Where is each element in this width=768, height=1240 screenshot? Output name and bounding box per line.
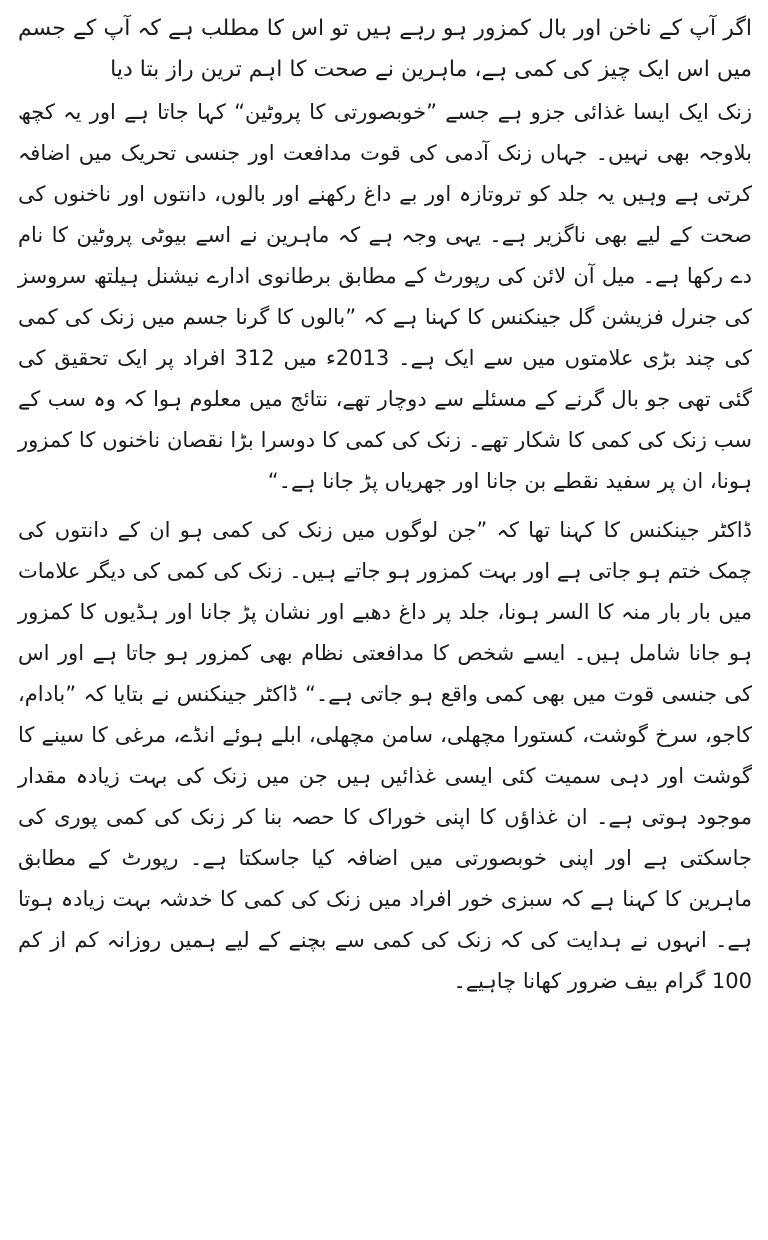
article-headline: اگر آپ کے ناخن اور بال کمزور ہو رہے ہیں تو اس کا مطلب ہے کہ آپ کے جسم میں اس ایک چیز کی کمی ہے، ماہرین نے صحت کا اہم ترین راز بتا دیا xyxy=(18,16,752,82)
article-paragraph-2: ڈاکٹر جینکنس کا کہنا تھا کہ ”جن لوگوں میں زنک کی کمی ہو ان کے دانتوں کی چمک ختم ہو جاتی ہے اور بہت کمزور ہو جاتے ہیں۔ زنک کی کمی کی دیگر علامات میں بار بار منہ کا السر ہونا، جلد پر داغ دھبے اور نشان پڑ جانا اور ہڈیوں کا کمزور ہو جانا شامل ہیں۔ ایسے شخص کا مدافعتی نظام بھی کمزور ہو جاتا ہے اور اس کی جنسی قوت میں بھی کمی واقع ہو جاتی ہے۔“ ڈاکٹر جینکنس نے بتایا کہ ”بادام، کاجو، سرخ گوشت، کستورا مچھلی، سامن مچھلی، ابلے ہوئے انڈے، مرغی کا سینے کا گوشت اور دہی سمیت کئی ایسی غذائیں ہیں جن میں زنک کی بہت زیادہ مقدار موجود ہوتی ہے۔ ان غذاؤں کا اپنی خوراک کا حصہ بنا کر زنک کی کمی پوری کی جاسکتی ہے اور اپنی خوبصورتی میں اضافہ کیا جاسکتا ہے۔ رپورٹ کے مطابق ماہرین کا کہنا ہے کہ سبزی خور افراد میں زنک کی کمی کا خدشہ بہت زیادہ ہوتا ہے۔ انہوں نے ہدایت کی کہ زنک کی کمی سے بچنے کے لیے ہمیں روزانہ کم از کم 100 گرام بیف ضرور کھانا چاہیے۔ xyxy=(18,518,752,993)
article-paragraph-1: زنک ایک ایسا غذائی جزو ہے جسے ”خوبصورتی کا پروٹین“ کہا جاتا ہے اور یہ کچھ بلاوجہ بھی نہیں۔ جہاں زنک آدمی کی قوت مدافعت اور جنسی تحریک میں اضافہ کرتی ہے وہیں یہ جلد کو تروتازہ اور بے داغ رکھنے اور بالوں، دانتوں اور ناخنوں کی صحت کے لیے بھی ناگزیر ہے۔ یہی وجہ ہے کہ ماہرین نے اسے بیوٹی پروٹین کا نام دے رکھا ہے۔ میل آن لائن کی رپورٹ کے مطابق برطانوی ادارے نیشنل ہیلتھ سروسز کی جنرل فزیشن گل جینکنس کا کہنا ہے کہ ”بالوں کا گرنا جسم میں زنک کی کمی کی چند بڑی علامتوں میں سے ایک ہے۔ 2013ء میں 312 افراد پر ایک تحقیق کی گئی تھی جو بال گرنے کے مسئلے سے دوچار تھے، نتائج میں معلوم ہوا کہ وہ سب کے سب زنک کی کمی کا شکار تھے۔ زنک کی کمی کا دوسرا بڑا نقصان ناخنوں کا کمزور ہونا، ان پر سفید نقطے بن جانا اور جھریاں پڑ جانا ہے۔“ xyxy=(18,100,753,493)
